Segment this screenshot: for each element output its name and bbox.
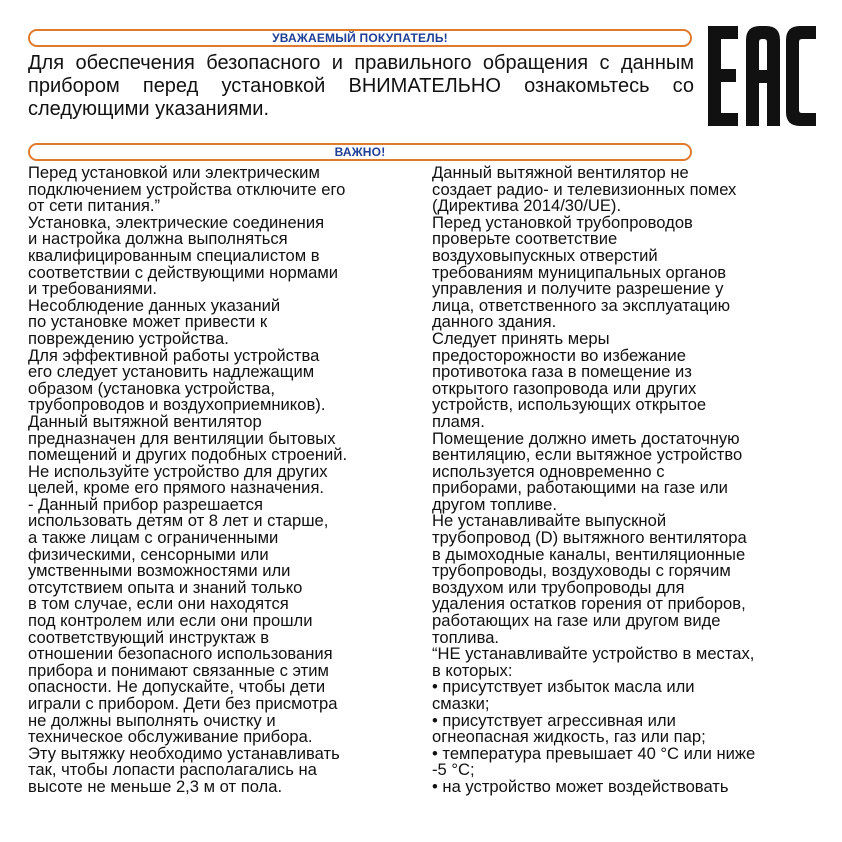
right-column bbox=[432, 165, 822, 796]
bullet-item: • на устройство может воздействовать bbox=[432, 776, 729, 796]
paragraph: Помещение должно иметь достаточную вентиляцию, если вытяжное устройство используется одновременно с приборами, работающими на газе или другом топливе. bbox=[432, 428, 743, 514]
paragraph: Перед установкой трубопроводов проверьте соответствие воздуховыпускных отверстий требованиям муниципальных органов управления и получите разрешение у лица, ответственного за эксплуатацию данного здания. bbox=[432, 212, 731, 332]
paragraph: Установка, электрические соединения и настройка должна выполняться квалифицированным специалистом в соответствии с действующими нормами и требованиями. bbox=[28, 212, 339, 299]
paragraph: Для эффективной работы устройства его следует установить надлежащим образом (установка устройства, трубопроводов и воздухоприемников). bbox=[28, 345, 326, 415]
header-banner-text: УВАЖАЕМЫЙ ПОКУПАТЕЛЬ! bbox=[272, 31, 448, 45]
paragraph: Следует принять меры предосторожности во избежание противотока газа в помещение из открытого газопровода или других устройств, использующих открытое пламя. bbox=[432, 328, 707, 431]
bullet-item: • присутствует агрессивная или огнеопасная жидкость, газ или пар; bbox=[432, 710, 706, 747]
eac-logo-icon bbox=[708, 26, 816, 126]
bullet-item: • температура превышает 40 °C или ниже -5 °C; bbox=[432, 743, 756, 780]
important-banner-text: ВАЖНО! bbox=[334, 145, 386, 159]
paragraph: - Данный прибор разрешается использовать детям от 8 лет и старше, а также лицам с ограниченными физическими, сенсорными или умственными возможностями или отсутствием опыта и знаний только в том случае, если они находятся под контролем или если они прошли соответствующий инструктаж в отношении безопасного использования прибора и понимают связанные с этим опасности. Не допускайте, чтобы дети играли с прибором. Дети без присмотра не должны выполнять очистку и техническое обслуживание прибора. bbox=[28, 494, 338, 747]
paragraph: Данный вытяжной вентилятор предназначен для вентиляции бытовых помещений и других подобных строений. bbox=[28, 411, 348, 465]
left-column bbox=[28, 165, 412, 796]
paragraph: Несоблюдение данных указаний по установке может привести к повреждению устройства. bbox=[28, 295, 281, 348]
paragraph: Эту вытяжку необходимо устанавливать так, чтобы лопасти располагались на высоте не меньше 2,3 м от пола. bbox=[28, 743, 340, 796]
paragraph: Не используйте устройство для других целей, кроме его прямого назначения. bbox=[28, 461, 328, 498]
paragraph: Перед установкой или электрическим подключением устройства отключите его от сети питания.” bbox=[28, 163, 346, 216]
intro-text: Для обеспечения безопасного и правильного обращения с данным прибором перед установкой ВНИМАТЕЛЬНО ознакомьтесь со следующими указаниями. bbox=[28, 52, 694, 120]
paragraph: “НЕ устанавливайте устройство в местах, в которых: bbox=[432, 644, 755, 680]
bullet-item: • присутствует избыток масла или смазки; bbox=[432, 677, 695, 713]
important-banner bbox=[28, 143, 692, 161]
paragraph: Не устанавливайте выпускной трубопровод (D) вытяжного вентилятора в дымоходные каналы, вентиляционные трубопроводы, воздуховоды с горячим воздухом или трубопроводы для удаления остатков горения от приборов, работающих на газе или другом виде топлива. bbox=[432, 511, 747, 647]
paragraph: Данный вытяжной вентилятор не создает радио- и телевизионных помех (Директива 2014/30/UE). bbox=[432, 163, 737, 216]
header-banner bbox=[28, 29, 692, 47]
